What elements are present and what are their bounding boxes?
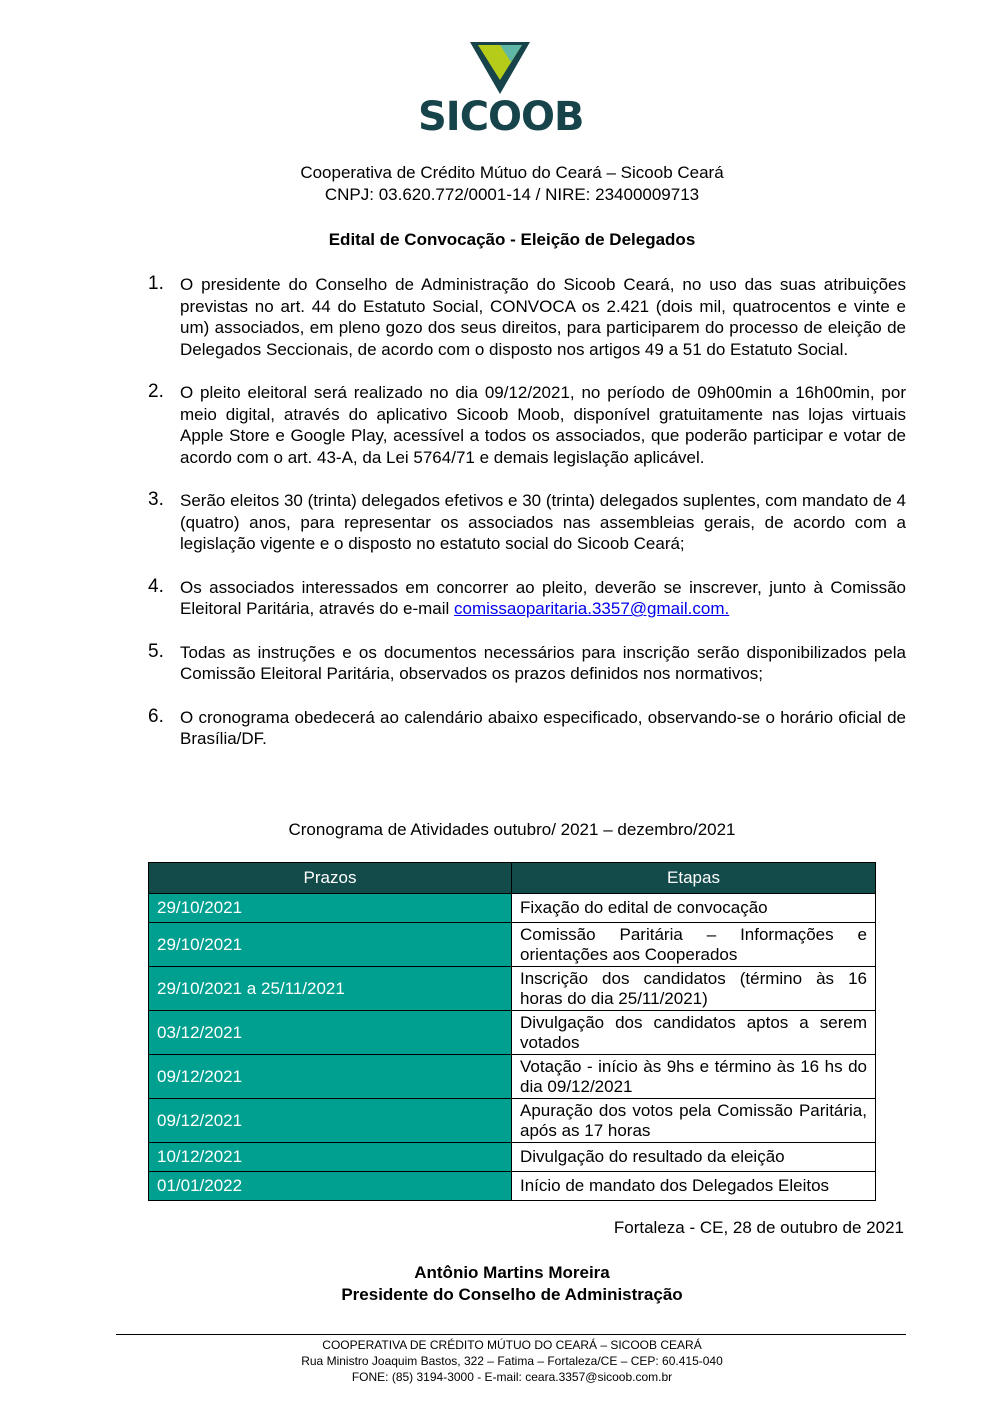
- prazo-cell: 29/10/2021: [149, 894, 512, 923]
- article-number: 6.: [148, 705, 164, 727]
- prazo-cell: 01/01/2022: [149, 1172, 512, 1201]
- etapa-cell: Inscrição dos candidatos (término às 16 horas do dia 25/11/2021): [512, 967, 876, 1011]
- cooperative-name: Cooperativa de Crédito Mútuo do Ceará – Sicoob Ceará: [300, 163, 724, 182]
- footer-contact: FONE: (85) 3194-3000 - E-mail: ceara.3357@sicoob.com.br: [351, 1370, 673, 1384]
- document-title: Edital de Convocação - Eleição de Delegados: [328, 230, 696, 249]
- table-row: [149, 894, 876, 923]
- schedule-title: Cronograma de Atividades outubro/ 2021 – dezembro/2021: [288, 820, 736, 839]
- table-row: [149, 1055, 876, 1099]
- prazo-cell: 09/12/2021: [149, 1055, 512, 1099]
- article-text: O presidente do Conselho de Administração do Sicoob Ceará, no uso das suas atribuições previstas no art. 44 do Estatuto Social, CONVOCA os 2.421 (dois mil, quatrocentos e vinte e um) associados, em pleno gozo dos seus direitos, para participarem do processo de eleição de Delegados Seccionais, de acordo com o disposto nos artigos 49 a 51 do Estatuto Social.: [180, 275, 906, 359]
- place-date: Fortaleza - CE, 28 de outubro de 2021: [613, 1218, 904, 1237]
- schedule-header-row: [149, 863, 876, 894]
- header-prazos: Prazos: [149, 863, 512, 894]
- etapa-cell: Votação - início às 9hs e término às 16 hs do dia 09/12/2021: [512, 1055, 876, 1099]
- table-row: [149, 1099, 876, 1143]
- article-1: [148, 274, 906, 360]
- prazo-cell: 29/10/2021: [149, 923, 512, 967]
- etapa-cell: Início de mandato dos Delegados Eleitos: [512, 1172, 876, 1201]
- schedule-table: [148, 862, 876, 1201]
- table-row: [149, 923, 876, 967]
- table-row: [149, 1011, 876, 1055]
- article-6: [148, 707, 906, 750]
- footer: [0, 1337, 1000, 1385]
- etapa-cell: Fixação do edital de convocação: [512, 894, 876, 923]
- prazo-cell: 03/12/2021: [149, 1011, 512, 1055]
- article-text: Todas as instruções e os documentos necessários para inscrição serão disponibilizados pela Comissão Eleitoral Paritária, observados os prazos definidos nos normativos;: [180, 642, 906, 683]
- footer-address: Rua Ministro Joaquim Bastos, 322 – Fatima – Fortaleza/CE – CEP: 60.415-040: [301, 1354, 723, 1368]
- article-number: 5.: [148, 640, 164, 662]
- article-number: 4.: [148, 575, 164, 597]
- etapa-cell: Apuração dos votos pela Comissão Paritária, após as 17 horas: [512, 1099, 876, 1143]
- article-text: Serão eleitos 30 (trinta) delegados efetivos e 30 (trinta) delegados suplentes, com mandato de 4 (quatro) anos, para representar os associados nas assembleias gerais, de acordo com a legislação vigente e o disposto no estatuto social do Sicoob Ceará;: [180, 491, 906, 553]
- article-text: O pleito eleitoral será realizado no dia 09/12/2021, no período de 09h00min a 16h00min, por meio digital, através do aplicativo Sicoob Moob, disponível gratuitamente nas lojas virtuais Apple Store e Google Play, acessível a todos os associados, que poderão participar e votar de acordo com o art. 43-A, da Lei 5764/71 e demais legislação aplicável.: [180, 383, 906, 467]
- signer-role: Presidente do Conselho de Administração: [341, 1285, 683, 1304]
- article-5: [148, 642, 906, 685]
- footer-divider: [116, 1334, 906, 1335]
- commission-email-link[interactable]: comissaoparitaria.3357@gmail.com.: [454, 599, 730, 618]
- articles-list: [148, 274, 906, 772]
- article-number: 1.: [148, 273, 164, 294]
- article-text: O cronograma obedecerá ao calendário abaixo especificado, observando-se o horário oficial de Brasília/DF.: [180, 707, 906, 748]
- etapa-cell: Divulgação dos candidatos aptos a serem votados: [512, 1011, 876, 1055]
- prazo-cell: 29/10/2021 a 25/11/2021: [149, 967, 512, 1011]
- header-etapas: Etapas: [512, 863, 876, 894]
- etapa-cell: Comissão Paritária – Informações e orientações aos Cooperados: [512, 923, 876, 967]
- signer-name: Antônio Martins Moreira: [414, 1263, 610, 1282]
- footer-company: COOPERATIVA DE CRÉDITO MÚTUO DO CEARÁ – SICOOB CEARÁ: [322, 1338, 702, 1352]
- article-text: Os associados interessados em concorrer ao pleito, deverão se inscrever, junto à Comissão Eleitoral Paritária, através do e-mail: [180, 577, 906, 618]
- table-row: [149, 1143, 876, 1172]
- prazo-cell: 09/12/2021: [149, 1099, 512, 1143]
- sicoob-triangle-icon: [470, 42, 530, 94]
- cooperative-registry: CNPJ: 03.620.772/0001-14 / NIRE: 23400009713: [324, 185, 700, 204]
- logo-text: SICOOB: [418, 94, 584, 140]
- article-number: 2.: [148, 381, 164, 402]
- article-number: 3.: [148, 489, 164, 510]
- etapa-cell: Divulgação do resultado da eleição: [512, 1143, 876, 1172]
- article-2: [148, 382, 906, 468]
- article-3: [148, 490, 906, 555]
- signature-block: [0, 1262, 1000, 1306]
- sicoob-logo: [418, 42, 582, 142]
- article-4: [148, 577, 906, 620]
- table-row: [149, 1172, 876, 1201]
- cooperative-header: [0, 162, 1000, 206]
- table-row: [149, 967, 876, 1011]
- prazo-cell: 10/12/2021: [149, 1143, 512, 1172]
